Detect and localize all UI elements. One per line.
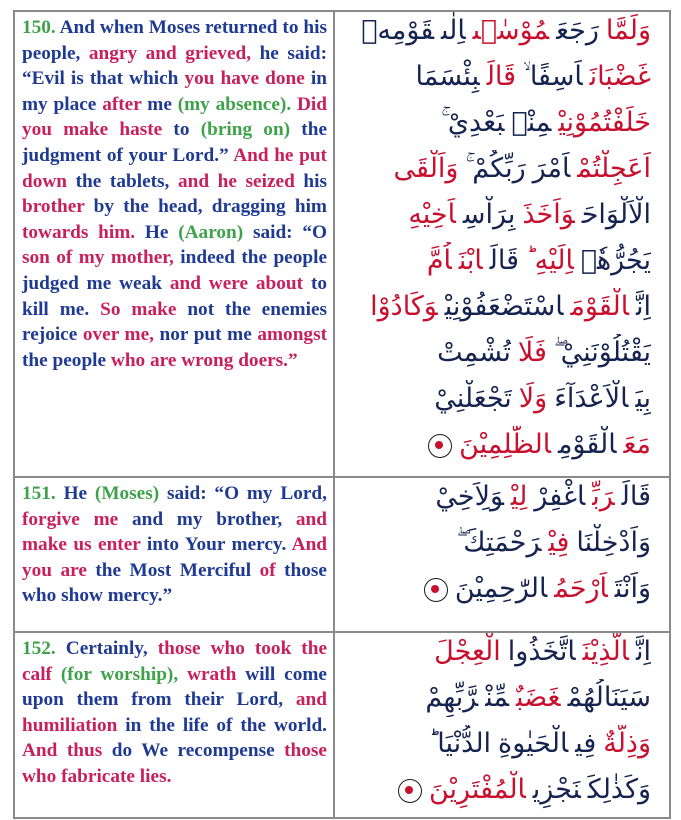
translation-segment: indeed the people judged (22, 247, 327, 294)
translation-segment: And thus (22, 740, 112, 762)
arabic-word: خَلَفْتُمُوْنِيْ (558, 107, 651, 138)
verse-row (14, 11, 670, 477)
arabic-word: رَجَعَ (556, 15, 599, 46)
arabic-word: اِنَّ (635, 291, 651, 322)
translation-segment: those who took (157, 638, 302, 659)
translation-segment: and my brother, (131, 508, 296, 530)
arabic-word: وَاَنْتَ (614, 573, 651, 604)
arabic-word: بَعْدِيْ ۚ (441, 107, 505, 138)
translation-segment: in the life of the world. (125, 714, 327, 736)
arabic-line (343, 288, 651, 326)
translation-segment: those who show mercy.” (22, 559, 327, 607)
arabic-text-cell (334, 477, 670, 632)
arabic-word: بِئْسَمَا (415, 61, 480, 92)
arabic-word: اِنَّ (635, 636, 651, 667)
arabic-word: اَخِيْهِ (408, 199, 456, 230)
arabic-word: بِيَ (635, 383, 651, 414)
translation-segment: and humiliation (22, 689, 327, 736)
arabic-line (343, 478, 651, 516)
translation-segment: in my place (22, 68, 327, 115)
translation-segment: do We recompense (111, 740, 285, 762)
arabic-line (343, 771, 651, 809)
translation-segment: Did you make haste (22, 93, 327, 141)
arabic-word: الْحَيٰوةِ (498, 728, 569, 759)
arabic-line (343, 12, 651, 50)
arabic-word: ابْنَ (458, 245, 483, 276)
translation-text (15, 633, 333, 790)
arabic-word: اَعَجِلْتُمْ (577, 153, 651, 184)
translation-segment: angry and grieved, (88, 42, 260, 64)
arabic-word: قَالَ (486, 61, 517, 92)
arabic-word: وَلَمَّا (605, 15, 651, 46)
arabic-word: فِي (575, 728, 597, 759)
arabic-word: وَكَذٰلِكَ (587, 774, 651, 805)
translation-segment: into Your mercy. (146, 534, 292, 556)
arabic-word: الْقَوْمِ (557, 429, 617, 460)
translation-segment: towards him. (22, 221, 145, 243)
arabic-line (343, 570, 651, 608)
translation-segment: of (259, 559, 285, 581)
arabic-word: الْاَعْدَآءَ (554, 383, 629, 414)
translation-segment: the people (22, 349, 111, 371)
arabic-line (343, 58, 651, 96)
arabic-word: يَقْتُلُوْنَنِيْ ۖ (553, 337, 651, 368)
arabic-word: الْمُفْتَرِيْنَ (428, 774, 526, 805)
translation-segment: the tablets, (75, 170, 178, 192)
arabic-word: اَرْحَمُ (554, 573, 608, 604)
arabic-word: الدُّنْيَا ؕ (428, 728, 492, 759)
arabic-word: وَاَلْقَى (393, 153, 459, 184)
arabic-verse (335, 12, 669, 464)
translation-segment: to kill me. (22, 272, 327, 320)
translation-text (15, 12, 333, 373)
arabic-line (343, 196, 651, 234)
arabic-word: فِيْ (548, 527, 570, 558)
verse-number: 151. (22, 483, 56, 504)
arabic-word: الرّٰحِمِيْنَ (454, 573, 548, 604)
arabic-line (343, 150, 651, 188)
translation-segment: Certainly, (65, 638, 158, 659)
arabic-word: نَجْزِي (532, 774, 581, 805)
arabic-word: الْقَوْمَ (570, 291, 629, 322)
arabic-word: وَلِاَخِيْ (435, 481, 504, 512)
translation-segment: brother (22, 196, 94, 218)
translation-segment: (my absence). (177, 93, 297, 115)
arabic-word: لِيْ (510, 481, 528, 512)
verse-end-marker-icon (428, 434, 452, 458)
verse-number: 150. (22, 17, 56, 38)
translation-segment: forgive me (22, 508, 132, 530)
arabic-word: رَبِّ (592, 481, 615, 512)
arabic-word: اِلَيْهِ ؕ (526, 245, 574, 276)
arabic-word: غَضَبٌ (515, 682, 561, 713)
translation-segment: the enemies rejoice (22, 298, 328, 346)
translation-segment: and make us enter (22, 508, 327, 556)
arabic-line (343, 242, 651, 280)
translation-segment: and were about (169, 272, 311, 294)
translation-segment: (Moses) (94, 483, 167, 504)
translation-segment: said: “O (252, 221, 327, 243)
arabic-word: سَيَنَالُهُمْ (567, 682, 651, 713)
arabic-verse (335, 633, 669, 809)
arabic-line (343, 725, 651, 763)
translation-segment: will come upon them from their Lord, (22, 663, 327, 711)
translation-segment: me (147, 93, 178, 115)
arabic-word: بِرَاْسِ (462, 199, 516, 230)
arabic-word: مُوْسٰۤى (472, 15, 550, 46)
translation-segment: those who fabricate lies. (22, 740, 327, 787)
translation-segment: not (187, 298, 226, 320)
arabic-line (343, 380, 651, 418)
arabic-word: يَجُرُّهٗۤ (580, 245, 651, 276)
arabic-word: اُمَّ (426, 245, 452, 276)
arabic-line (343, 633, 651, 671)
translation-segment: he said: “Evil is that which (22, 42, 327, 90)
translation-segment: So make (100, 298, 188, 320)
translation-segment: wrath (187, 663, 246, 685)
english-translation-cell (14, 11, 334, 477)
arabic-word: وَلَا (518, 383, 548, 414)
translation-segment: Moses returned to his people, (22, 17, 327, 64)
arabic-text-cell (334, 632, 670, 818)
arabic-word: الَّذِيْنَ (582, 636, 629, 667)
arabic-word: اسْتَضْعَفُوْنِيْ (444, 291, 564, 322)
translation-segment: the calf (22, 638, 327, 685)
translation-segment: He (144, 221, 179, 243)
arabic-word: الظّٰلِمِيْنَ (459, 429, 551, 460)
arabic-line (343, 524, 651, 562)
arabic-text-cell (334, 11, 670, 477)
translation-segment: amongst (257, 324, 327, 346)
english-translation-cell (14, 632, 334, 818)
arabic-word: قَالَ (621, 481, 651, 512)
translation-segment: (Aaron) (178, 221, 253, 243)
verse-end-marker-icon (424, 578, 448, 602)
arabic-word: رَبِّكُمْ ۚ (465, 153, 526, 184)
translation-segment: (bring on) (200, 119, 302, 141)
verse-table (13, 10, 671, 819)
arabic-word: مِنْۢ (511, 107, 552, 138)
translation-segment: nor put me (159, 324, 258, 346)
arabic-word: وَاَدْخِلْنَا (576, 527, 651, 558)
translation-segment: And you are (22, 534, 328, 581)
arabic-word: الْعِجْلَ (434, 636, 501, 667)
arabic-word: رَّبِّهِمْ (425, 682, 479, 713)
translation-segment: He (63, 483, 95, 504)
translation-segment: the judgment of your Lord.” (22, 119, 327, 166)
translation-segment: And he put down (22, 144, 327, 192)
arabic-line (343, 334, 651, 372)
translation-segment: after (102, 93, 148, 115)
arabic-verse (335, 478, 669, 608)
arabic-word: فَلَا (517, 337, 547, 368)
translation-segment: to (173, 119, 201, 141)
english-translation-cell (14, 477, 334, 632)
translation-segment: over me, (82, 324, 160, 346)
translation-segment: his (303, 170, 328, 192)
arabic-word: اتَّخَذُوا (507, 636, 576, 667)
verse-row (14, 477, 670, 632)
arabic-line (343, 104, 651, 142)
arabic-word: اِلٰى (440, 15, 466, 46)
verse-row (14, 632, 670, 818)
translation-segment: And when (59, 17, 149, 38)
arabic-word: وَكَادُوْا (370, 291, 438, 322)
arabic-word: اَسِفًا ۙ (523, 61, 583, 92)
translation-segment: me weak (86, 272, 170, 294)
arabic-word: مِّنْ (485, 682, 509, 713)
translation-segment: you have done (184, 68, 311, 90)
verse-end-marker-icon (398, 779, 422, 803)
arabic-word: مَعَ (623, 429, 651, 460)
arabic-word: قَالَ (489, 245, 520, 276)
arabic-word: رَحْمَتِكَ ۖ (456, 527, 542, 558)
translation-segment: by the head, dragging him (93, 196, 327, 218)
arabic-word: وَذِلَّةٌ (603, 728, 651, 759)
verse-number: 152. (22, 638, 56, 659)
arabic-word: غَضْبَانَ (589, 61, 651, 92)
translation-text (15, 478, 333, 609)
translation-segment: and he seized (177, 170, 304, 192)
arabic-word: اغْفِرْ (534, 481, 586, 512)
arabic-line (343, 426, 651, 464)
arabic-word: تُشْمِتْ (437, 337, 511, 368)
arabic-word: قَوْمِهٖ (361, 15, 434, 46)
arabic-word: الْاَلْوَاحَ (581, 199, 651, 230)
arabic-line (343, 679, 651, 717)
arabic-word: اَمْرَ (532, 153, 571, 184)
translation-segment: said: “O my Lord, (166, 483, 327, 504)
translation-segment: who are wrong doers.” (110, 349, 298, 371)
translation-segment: son of my mother, (22, 247, 181, 269)
translation-segment: the Most Merciful (95, 559, 260, 581)
translation-segment: (for worship), (60, 663, 188, 685)
arabic-word: وَاَخَذَ (522, 199, 575, 230)
arabic-word: تَجْعَلْنِيْ (434, 383, 512, 414)
